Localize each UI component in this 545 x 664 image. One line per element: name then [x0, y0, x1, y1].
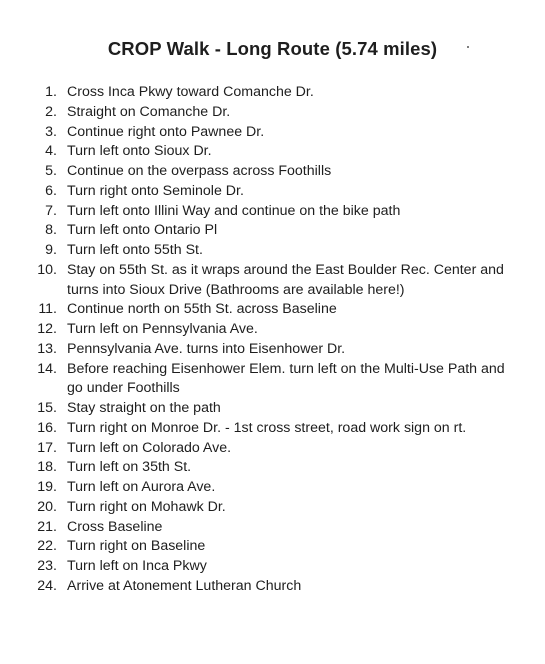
step-text: Turn right on Monroe Dr. - 1st cross street, road work sign on rt. [67, 419, 467, 436]
step-number: 1. [45, 84, 57, 100]
step-number: 2. [45, 103, 57, 120]
step-number: 20. [37, 498, 57, 515]
step-number: 22. [37, 538, 57, 555]
route-step [0, 419, 545, 439]
step-text: Continue right onto Pawnee Dr. [67, 123, 265, 140]
step-number: 6. [45, 182, 57, 199]
step-text: Turn left on Inca Pkwy [67, 558, 207, 574]
step-number: 12. [37, 321, 57, 337]
step-text: Continue on the overpass across Foothills [67, 163, 332, 179]
step-text: Turn left onto Illini Way and continue on the bike path [67, 202, 401, 219]
route-step [0, 478, 545, 498]
step-text: Turn left on Aurora Ave. [67, 479, 216, 495]
step-number: 16. [37, 419, 57, 436]
step-number: 21. [37, 518, 57, 535]
route-step [0, 537, 545, 557]
step-number: 15. [37, 400, 57, 416]
step-text: Stay straight on the path [67, 400, 221, 416]
step-number: 9. [45, 242, 57, 258]
route-step [0, 300, 545, 320]
route-step [0, 557, 545, 577]
route-step [0, 320, 545, 340]
route-step [0, 182, 545, 202]
step-text: Arrive at Atonement Lutheran Church [67, 577, 302, 594]
step-number: 17. [37, 439, 57, 456]
step-text: Turn left on Pennsylvania Ave. [67, 321, 258, 337]
step-number: 3. [45, 123, 57, 140]
route-step [0, 142, 545, 162]
step-text: Turn left onto Sioux Dr. [67, 143, 212, 160]
step-text: Turn right on Baseline [67, 538, 206, 555]
step-text: Turn right on Mohawk Dr. [67, 498, 226, 515]
route-steps-list [0, 83, 545, 597]
step-text: Before reaching Eisenhower Elem. turn left on the Multi-Use Path and go under Foothills [67, 360, 505, 397]
step-text: Cross Inca Pkwy toward Comanche Dr. [67, 84, 314, 100]
route-step [0, 399, 545, 419]
route-step [0, 103, 545, 123]
route-step [0, 241, 545, 261]
route-step [0, 162, 545, 182]
step-number: 19. [37, 479, 57, 495]
route-step [0, 123, 545, 143]
route-step [0, 518, 545, 538]
step-text: Straight on Comanche Dr. [67, 103, 231, 120]
step-number: 7. [45, 202, 57, 219]
route-step [0, 261, 545, 301]
step-number: 4. [45, 143, 57, 160]
route-step [0, 202, 545, 222]
route-step [0, 439, 545, 459]
step-text: Turn right onto Seminole Dr. [67, 182, 244, 199]
step-number: 24. [37, 577, 57, 594]
step-text: Continue north on 55th St. across Baseline [67, 301, 337, 318]
step-text: Stay on 55th St. as it wraps around the East Boulder Rec. Center and turns into Sioux Drive (Bathrooms are available here!) [67, 261, 504, 298]
step-number: 10. [37, 261, 57, 278]
step-text: Pennsylvania Ave. turns into Eisenhower Dr. [67, 340, 346, 357]
scan-speck [467, 46, 469, 48]
step-number: 5. [45, 163, 57, 179]
step-number: 14. [37, 360, 57, 377]
route-step [0, 498, 545, 518]
route-step [0, 360, 545, 400]
step-number: 18. [37, 459, 57, 476]
step-text: Turn left on 35th St. [67, 459, 192, 476]
step-number: 11. [38, 301, 57, 318]
route-step [0, 577, 545, 597]
step-number: 13. [37, 340, 57, 357]
step-text: Turn left onto Ontario Pl [67, 222, 218, 239]
step-text: Turn left onto 55th St. [67, 242, 203, 258]
step-number: 23. [37, 558, 57, 574]
page-title: CROP Walk - Long Route (5.74 miles) [107, 38, 438, 59]
route-step [0, 340, 545, 360]
route-step [0, 83, 545, 103]
step-number: 8. [45, 222, 57, 239]
step-text: Cross Baseline [67, 518, 163, 535]
step-text: Turn left on Colorado Ave. [67, 439, 232, 456]
route-step [0, 458, 545, 478]
route-step [0, 221, 545, 241]
